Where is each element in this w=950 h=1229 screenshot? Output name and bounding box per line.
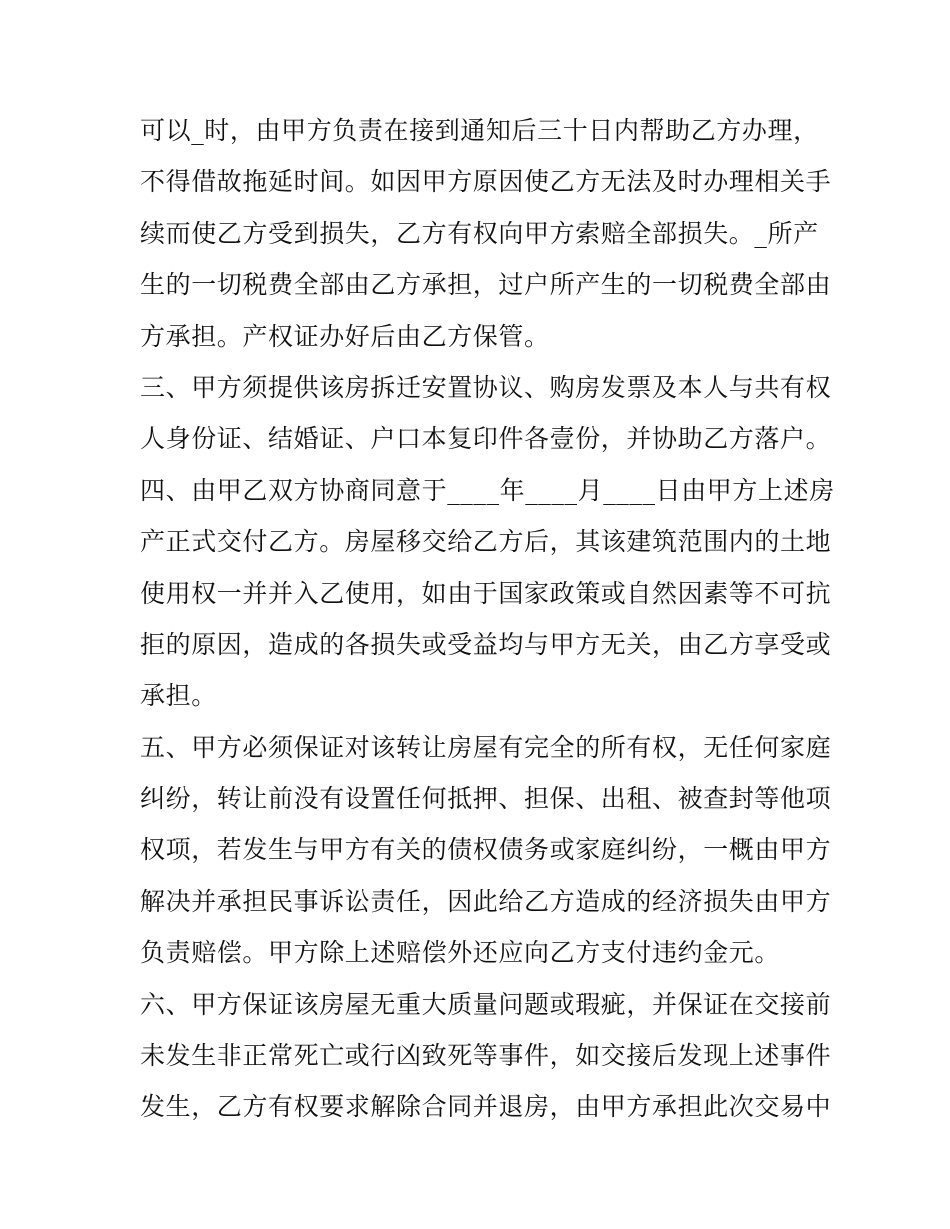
text-line: 权项，若发生与甲方有关的债权债务或家庭纠纷，一概由甲方 xyxy=(140,835,832,865)
text-line: 人身份证、结婚证、户口本复印件各壹份，并协助乙方落户。 xyxy=(140,424,832,454)
text-line: 拒的原因，造成的各损失或受益均与甲方无关，由乙方享受或 xyxy=(140,629,832,659)
text-line: 续而使乙方受到损失，乙方有权向甲方索赔全部损失。_所产 xyxy=(140,218,819,248)
text-line: 三、甲方须提供该房拆迁安置协议、购房发票及本人与共有权 xyxy=(140,372,832,402)
text-line: 发生，乙方有权要求解除合同并退房，由甲方承担此次交易中 xyxy=(140,1092,832,1122)
text-line: 纠纷，转让前没有设置任何抵押、担保、出租、被查封等他项 xyxy=(140,784,832,814)
text-line: 方承担。产权证办好后由乙方保管。 xyxy=(140,321,550,351)
text-line: 四、由甲乙双方协商同意于____年____月____日由甲方上述房 xyxy=(140,475,835,505)
text-line: 可以_时，由甲方负责在接到通知后三十日内帮助乙方办理， xyxy=(140,116,819,145)
text-line: 产正式交付乙方。房屋移交给乙方后，其该建筑范围内的土地 xyxy=(140,527,832,557)
text-line: 不得借故拖延时间。如因甲方原因使乙方无法及时办理相关手 xyxy=(140,167,832,197)
document-body xyxy=(140,105,835,1133)
text-line: 使用权一并并入乙使用，如由于国家政策或自然因素等不可抗 xyxy=(140,578,832,608)
text-line: 五、甲方必须保证对该转让房屋有完全的所有权，无任何家庭 xyxy=(140,732,832,762)
text-line: 生的一切税费全部由乙方承担，过户所产生的一切税费全部由 xyxy=(140,270,832,300)
text-line: 承担。 xyxy=(140,681,217,711)
text-line: 负责赔偿。甲方除上述赔偿外还应向乙方支付违约金元。 xyxy=(140,938,781,968)
text-line: 解决并承担民事诉讼责任，因此给乙方造成的经济损失由甲方 xyxy=(140,886,832,916)
text-line: 六、甲方保证该房屋无重大质量问题或瑕疵，并保证在交接前 xyxy=(140,989,832,1019)
text-line: 未发生非正常死亡或行凶致死等事件，如交接后发现上述事件 xyxy=(140,1041,832,1071)
